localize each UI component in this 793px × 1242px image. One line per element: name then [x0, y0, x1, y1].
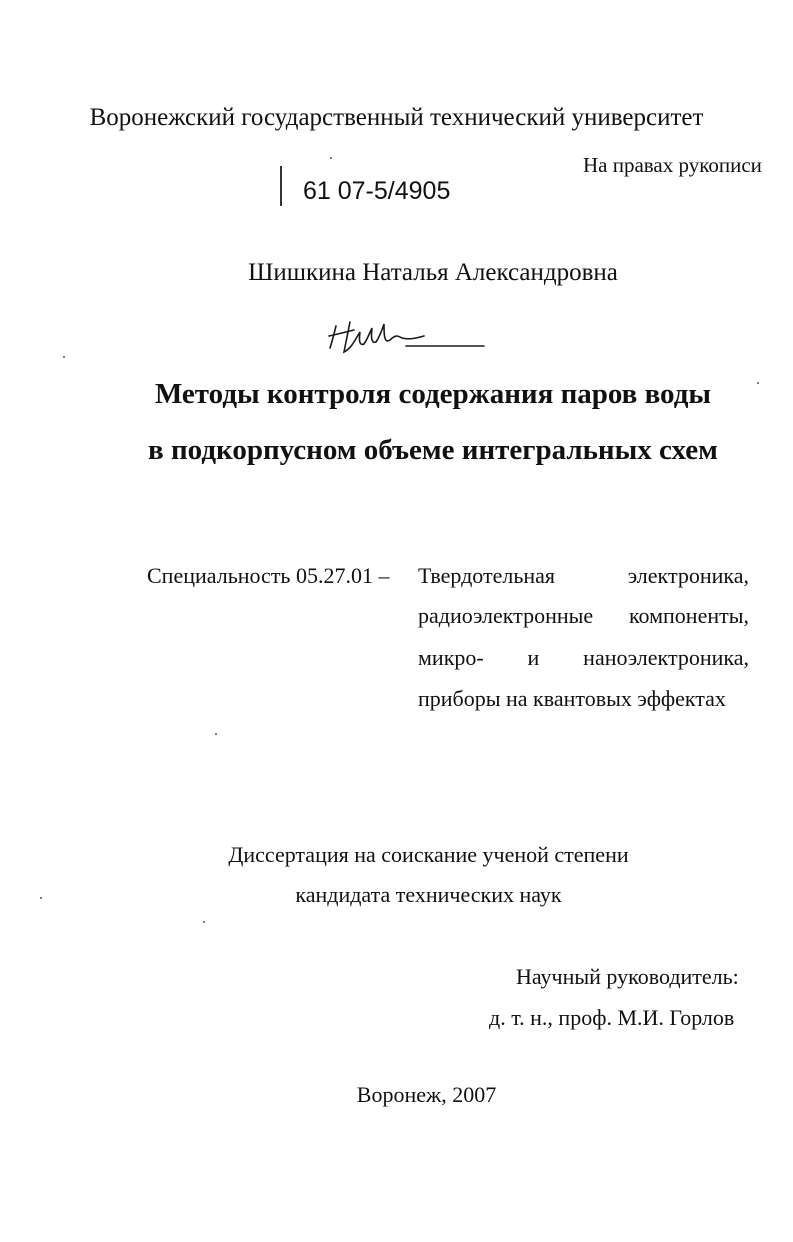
advisor-name: д. т. н., проф. М.И. Горлов [489, 1005, 735, 1030]
thesis-title-line-2: в подкорпусном объеме интегральных схем [148, 434, 718, 466]
author-name: Шишкина Наталья Александровна [248, 259, 618, 286]
scan-speck [330, 157, 332, 159]
advisor-label: Научный руководитель: [516, 964, 739, 989]
dissertation-line-1: Диссертация на соискание ученой степени [228, 842, 629, 867]
scan-speck [40, 897, 42, 899]
specialty-line-4: приборы на квантовых эффектах [418, 686, 726, 711]
specialty-label: Специальность 05.27.01 – [147, 563, 390, 588]
university-name: Воронежский государственный технический университет [89, 104, 704, 131]
specialty-line-1: Твердотельная электроника, [418, 563, 749, 588]
rights-note: На правах рукописи [583, 153, 762, 177]
archive-code: 61 07-5/4905 [303, 177, 451, 205]
specialty-line-3: микро- и наноэлектроника, [418, 645, 749, 670]
specialty-line-2: радиоэлектронные компоненты, [418, 603, 749, 628]
archive-stamp-bar [280, 166, 282, 206]
thesis-title-line-1: Методы контроля содержания паров воды [154, 378, 712, 410]
scan-speck [63, 356, 65, 358]
scan-speck [215, 733, 217, 735]
author-signature [326, 318, 491, 360]
scan-speck [203, 921, 205, 923]
scan-speck [757, 382, 759, 384]
place-and-year: Воронеж, 2007 [356, 1082, 497, 1107]
dissertation-line-2: кандидата технических наук [295, 882, 562, 907]
